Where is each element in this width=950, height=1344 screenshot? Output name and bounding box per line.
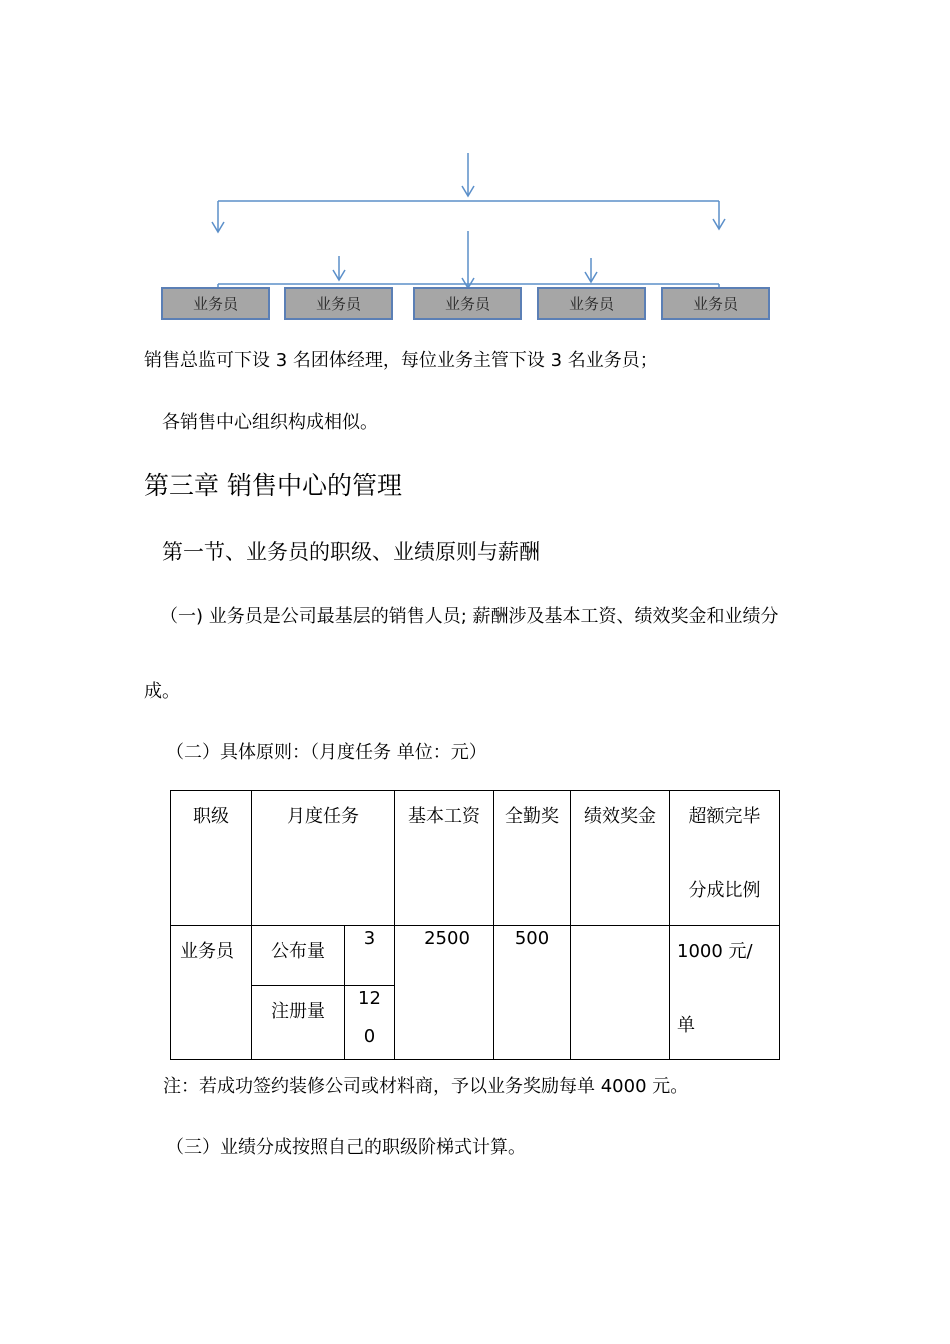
org-node-salesperson-2: 业务员 [284, 287, 393, 320]
header-excess-share-line2: 分成比例 [688, 880, 761, 901]
cell-task1-value: 3 [363, 928, 376, 949]
header-monthly-task: 月度任务 [287, 806, 359, 827]
paragraph-performance-share: （三）业绩分成按照自己的职级阶梯式计算。 [166, 1137, 526, 1158]
cell-excess-share-line2: 单 [677, 1015, 695, 1036]
paragraph-centers-similar: 各销售中心组织构成相似。 [162, 412, 378, 433]
header-base-salary: 基本工资 [408, 806, 480, 827]
cell-excess-share-line1: 1000 元/ [677, 941, 753, 962]
org-node-salesperson-4: 业务员 [537, 287, 646, 320]
cell-level: 业务员 [180, 941, 234, 962]
header-attendance-bonus: 全勤奖 [505, 806, 559, 827]
header-level: 职级 [193, 806, 229, 827]
header-performance-bonus: 绩效奖金 [584, 806, 656, 827]
paragraph-note-bonus: 注：若成功签约装修公司或材料商，予以业务奖励每单 4000 元。 [163, 1076, 689, 1097]
cell-task2-value-line2: 0 [363, 1026, 376, 1047]
org-node-salesperson-1: 业务员 [161, 287, 270, 320]
section-heading: 第一节、业务员的职级、业绩原则与薪酬 [162, 540, 540, 564]
cell-base-salary: 2500 [424, 928, 470, 949]
paragraph-salesperson-definition-cont: 成。 [144, 681, 180, 702]
paragraph-org-structure: 销售总监可下设 3 名团体经理，每位业务主管下设 3 名业务员； [144, 350, 658, 371]
cell-task2-name: 注册量 [271, 1001, 325, 1022]
paragraph-salesperson-definition: （一) 业务员是公司最基层的销售人员; 薪酬涉及基本工资、绩效奖金和业绩分 [160, 606, 779, 627]
cell-task1-name: 公布量 [271, 941, 325, 962]
paragraph-principles-heading: （二）具体原则：（月度任务 单位：元） [166, 742, 487, 763]
cell-attendance-bonus: 500 [514, 928, 550, 949]
cell-task2-value-line1: 12 [358, 988, 381, 1009]
org-node-salesperson-3: 业务员 [413, 287, 522, 320]
chapter-heading: 第三章 销售中心的管理 [144, 471, 402, 500]
header-excess-share-line1: 超额完毕 [688, 806, 761, 827]
org-node-salesperson-5: 业务员 [661, 287, 770, 320]
